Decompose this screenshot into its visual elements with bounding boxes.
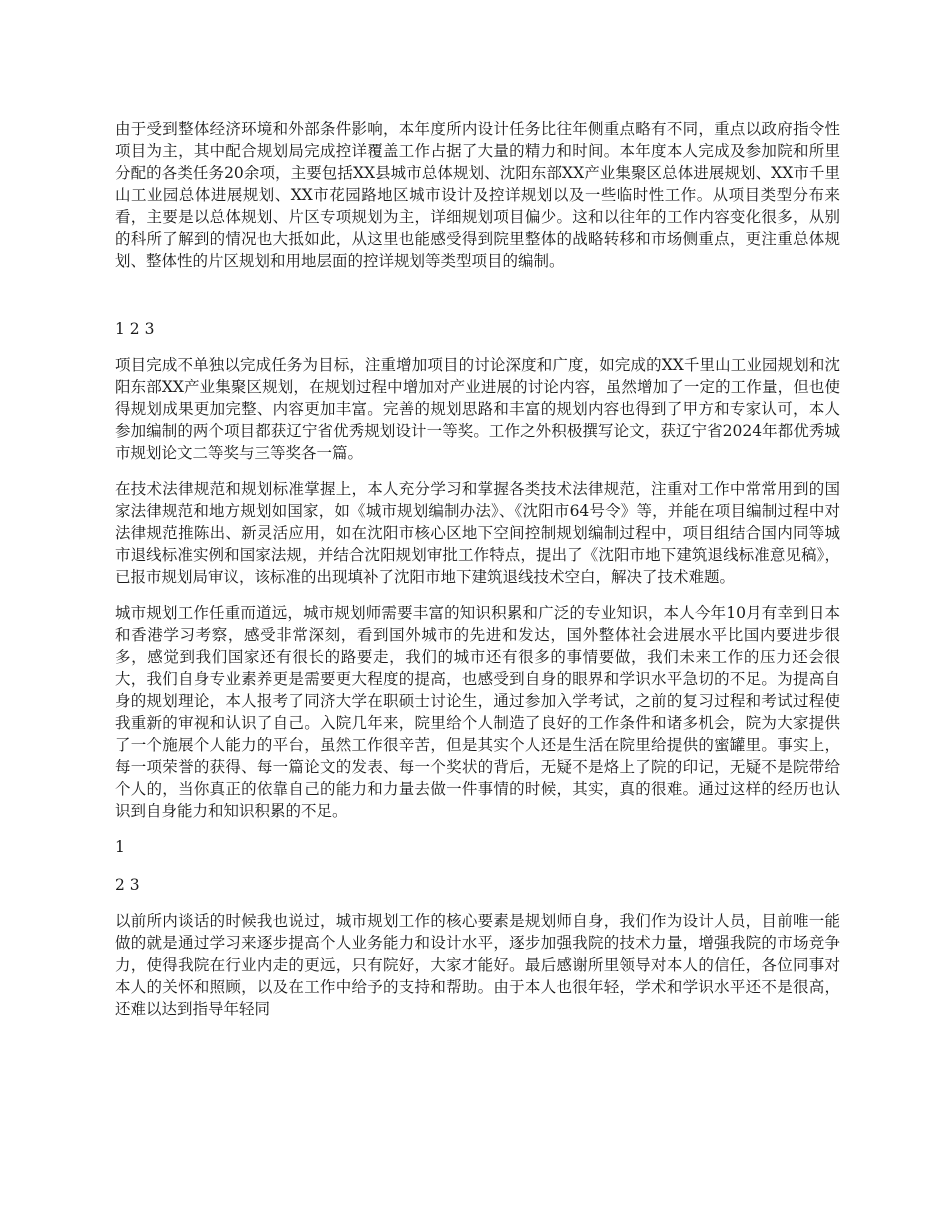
section-marker-123: 1 2 3 xyxy=(115,320,155,338)
paragraph-closing-thanks: 以前所内谈话的时候我也说过，城市规划工作的核心要素是规划师自身，我们作为设计人员，目前唯一能做的就是通过学习来逐步提高个人业务能力和设计水平，逐步加强我院的技术力量，增强我院的市场竞争力，使得我院在行业内走的更远，只有院好，大家才能好。最后感谢所里领导对本人的信任，各位同事对本人的关怀和照顾，以及在工作中给予的支持和帮助。由于本人也很年轻，学术和学识水平还不是很高，还难以达到指导年轻同 xyxy=(115,912,840,1018)
section-marker-23: 2 3 xyxy=(115,876,140,894)
paragraph-legal-standards: 在技术法律规范和规划标准掌握上，本人充分学习和掌握各类技术法律规范，注重对工作中常常用到的国家法律规范和地方规划如国家，如《城市规划编制办法》、《沈阳市64号令》等，并能在项目编制过程中对法律规范推陈出、新灵活应用，如在沈阳市核心区地下空间控制规划编制过程中，项目组结合国内同等城市退线标准实例和国家法规，并结合沈阳规划审批工作特点，提出了《沈阳市地下建筑退线标准意见稿》，已报市规划局审议，该标准的出现填补了沈阳市地下建筑退线技术空白，解决了技术难题。 xyxy=(115,480,840,586)
document-body xyxy=(115,118,840,1034)
paragraph-study-and-growth: 城市规划工作任重而道远，城市规划师需要丰富的知识积累和广泛的专业知识，本人今年10月有幸到日本和香港学习考察，感受非常深刻，看到国外城市的先进和发达，国外整体社会进展水平比国内要进步很多，感觉到我们国家还有很长的路要走，我们的城市还有很多的事情要做，我们未来工作的压力还会很大，我们自身专业素养更是需要更大程度的提高，也感受到自身的眼界和学识水平急切的不足。为提高自身的规划理论，本人报考了同济大学在职硕士讨论生，通过参加入学考试，之前的复习过程和考试过程使我重新的审视和认识了自己。入院几年来，院里给个人制造了良好的工作条件和诸多机会，院为大家提供了一个施展个人能力的平台，虽然工作很辛苦，但是其实个人还是生活在院里给提供的蜜罐里。事实上，每一项荣誉的获得、每一篇论文的发表、每一个奖状的背后，无疑不是烙上了院的印记，无疑不是院带给个人的，当你真正的依靠自己的能力和力量去做一件事情的时候，其实，真的很难。通过这样的经历也认识到自身能力和知识积累的不足。 xyxy=(115,604,840,820)
section-marker-1: 1 xyxy=(115,838,125,856)
paragraph-project-quality: 项目完成不单独以完成任务为目标，注重增加项目的讨论深度和广度，如完成的XX千里山工业园规划和沈阳东部XX产业集聚区规划，在规划过程中增加对产业进展的讨论内容，虽然增加了一定的工作量，但也使得规划成果更加完整、内容更加丰富。完善的规划思路和丰富的规划内容也得到了甲方和专家认可，本人参加编制的两个项目都获辽宁省优秀规划设计一等奖。工作之外积极撰写论文，获辽宁省2024年都优秀城市规划论文二等奖与三等奖各一篇。 xyxy=(115,356,840,462)
paragraph-work-overview: 由于受到整体经济环境和外部条件影响，本年度所内设计任务比往年侧重点略有不同，重点以政府指令性项目为主，其中配合规划局完成控详覆盖工作占据了大量的精力和时间。本年度本人完成及参加院和所里分配的各类任务20余项，主要包括XX县城市总体规划、沈阳东部XX产业集聚区总体进展规划、XX市千里山工业园总体进展规划、XX市花园路地区城市设计及控详规划以及一些临时性工作。从项目类型分布来看，主要是以总体规划、片区专项规划为主，详细规划项目偏少。这和以往年的工作内容变化很多，从别的科所了解到的情况也大抵如此，从这里也能感受得到院里整体的战略转移和市场侧重点，更注重总体规划、整体性的片区规划和用地层面的控详规划等类型项目的编制。 xyxy=(115,120,840,270)
